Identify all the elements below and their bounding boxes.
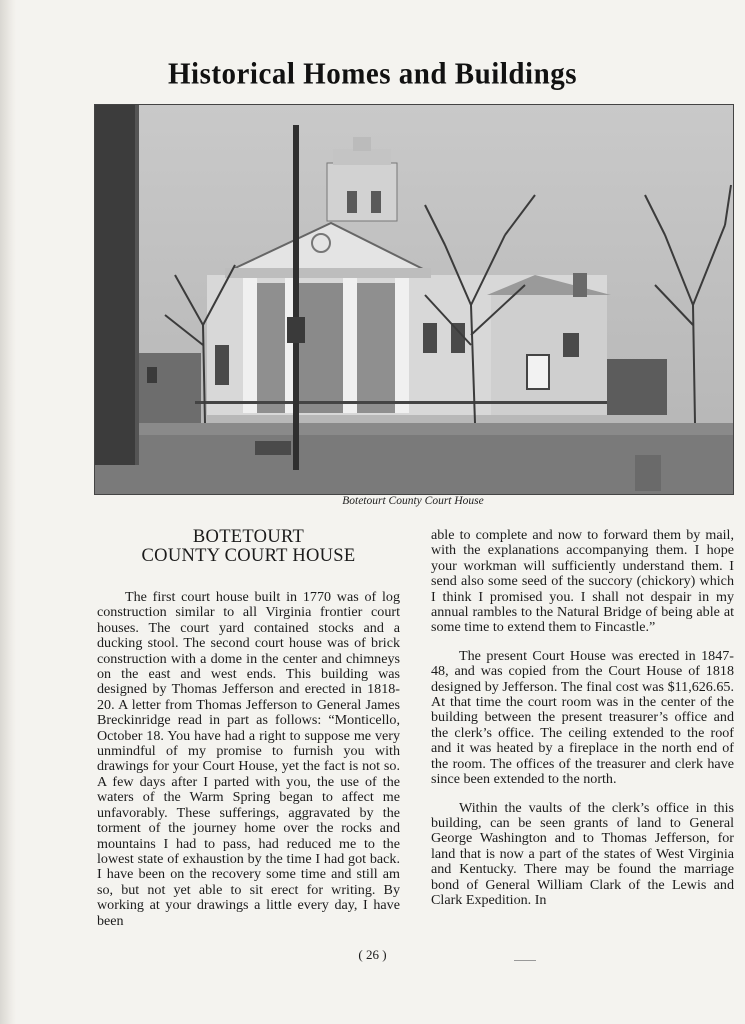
right-column xyxy=(431,528,734,908)
courthouse-photo xyxy=(94,104,734,495)
footer-mark xyxy=(514,960,536,961)
page-binding-shadow xyxy=(0,0,16,1024)
page-number: ( 26 ) xyxy=(358,947,387,962)
article-title-line-2: COUNTY COURT HOUSE xyxy=(141,546,356,566)
page-header: Historical Homes and Buildings xyxy=(168,57,577,91)
article-paragraph: able to complete and now to forward them by mail, with the explanations accompanying them. I hope your workman will sufficiently understand them. I send also some seed of the succory (chickory) which I think I promised you. I shall not despair in my annual rambles to the Natural Bridge of being able at some time to extend them to Fincastle.” xyxy=(431,527,734,636)
photo-caption: Botetourt County Court House xyxy=(342,495,484,507)
article-paragraph: The first court house built in 1770 was of log construction similar to all Virginia frontier court houses. The court yard contained stocks and a ducking stool. The second court house was of brick construction with a dome in the center and chimneys on the east and west ends. This building was designed by Thomas Jefferson and erected in 1818-20. A letter from Thomas Jefferson to General James Breckinridge read in part as follows: “Monticello, October 18. You have had a right to suppose me very unmindful of my promise to furnish you with drawings for your Court House, yet the fact is not so. A few days after I parted with you, the use of the waters of the Warm Spring began to affect me unfavorably. These sufferings, aggravated by the torment of the journey home over the rocks and mountains I had to pass, had reduced me to the lowest state of exhaustion by the time I had got back. I have been on the recovery some time and still am so, but not yet able to sit erect for writing. By working at your drawings a little every day, I have been xyxy=(97,589,400,929)
article-title-line-1: BOTETOURT xyxy=(192,527,305,547)
article-title xyxy=(97,528,400,566)
article-paragraph: The present Court House was erected in 1847-48, and was copied from the Court House of 1818 designed by Jefferson. The final cost was $11,626.65. At that time the court room was in the center of the building between the present treasurer’s office and the clerk’s office. The ceiling extended to the roof and it was heated by a fireplace in the north end of the room. The offices of the treasurer and clerk have since been extended to the north. xyxy=(431,647,734,788)
article-paragraph: Within the vaults of the clerk’s office in this building, can be seen grants of land to General George Washington and to Thomas Jefferson, for land that is now a part of the states of West Virginia and Kentucky. There may be found the marriage bond of General William Clark of the Lewis and Clark Expedition. In xyxy=(431,799,734,908)
left-column xyxy=(97,528,400,929)
